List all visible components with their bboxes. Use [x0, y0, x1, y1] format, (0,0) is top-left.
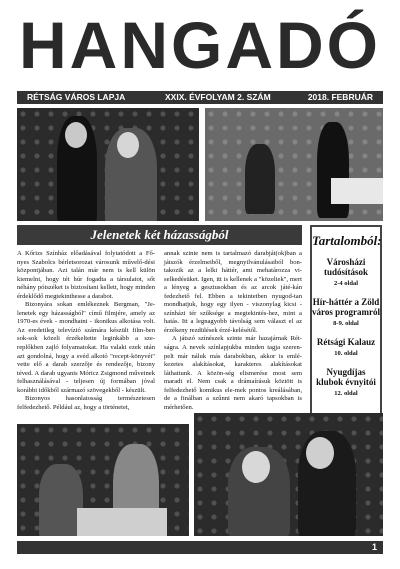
article-paragraph: A játszó színészek szinte már hazajárnak Rét-ságra. A nevek színlapjukba minden tagja szeren-pelt már náluk más darabokban, akkor is emlé-kezetes alakításokat, karakteres alakításokat láthattunk. A közön-ség elismerése most sem maradt el. Nem csak a drámaírásuk köztött is felfedezhető komikus ele-mek pontos kreálásában, de a finálban a szűnni nem akaró tapsokban is mérhetően. [164, 335, 302, 411]
contents-item-page: 10. oldal [334, 350, 358, 357]
contents-item-label: Rétsági Kalauz [316, 337, 376, 347]
contents-title: Tartalomból: [312, 233, 382, 248]
masthead [17, 8, 383, 88]
page-number: 1 [371, 542, 377, 552]
contents-item-page: 8-9. oldal [333, 320, 359, 327]
newspaper-title: HANGADÓ [19, 8, 381, 82]
article-paragraph: Bizonyára sokan emlékeznek Bergman, "Je-lenetek egy házasságból" című filmjére, amely az 1970-es évek - mondhatni - ikonikus alkotása volt. Az eredetileg televízió számára készült film-ben sok-sok közeli érzékeltette leginkább a sze-replőkben zajló folyamatokat. Ha valaki ezek után azt gondolná, hogy a svéd alkotó "recept-könyvét" vette elő a darab szerzője és rendezője, bizony téved. A darab ugyanis Móricz Zsigmond műveinek felhasználásával - teljesen új formában jóval korábbi időkből származó szövegekből - készült. [17, 301, 155, 394]
photo-couple-stage [17, 108, 199, 221]
article-paragraph: annak szinte nem is tartalmazó darabját(ok)ban a játszók érzelmeiből, megnyilvánulásaiból bon-takozik az a lelki háttér, ami mehatározza vi-selkedésüket. Igen, itt is kellenek a "közeliek", mert a lényeg a gesztusokban és az arcok játé-kán fedezhető fel. Ebben a tekintetben nyugod-tan mondhatjuk, hogy egy ilyen - viszonylag kicsi - színházi tér szűksége a megtekintés-hez, mint a hatás. Itt a legnagyobb távolság sem választ el az érzékeny rezdülések érzé-kelésétől. [164, 250, 302, 334]
photo-stage-scene [205, 108, 383, 221]
publication-subtitle: RÉTSÁG VÁROS LAPJA [27, 92, 126, 102]
article-headline: Jelenetek két házasságból [17, 225, 302, 245]
footer-bar [17, 541, 383, 554]
volume-issue: XXIX. ÉVFOLYAM 2. SZÁM [165, 92, 271, 102]
contents-box [310, 225, 382, 420]
photo-table-scene [17, 424, 189, 536]
contents-item[interactable] [312, 297, 380, 329]
contents-item[interactable] [312, 337, 380, 359]
article-paragraph: Bizonyos hasonlatosság természetesen felfedezhető. Például az, hogy a történetet, [17, 395, 155, 411]
contents-item[interactable] [312, 257, 380, 289]
issue-date: 2018. FEBRUÁR [307, 92, 373, 102]
article-column-2 [164, 250, 302, 412]
contents-item-page: 12. oldal [334, 390, 358, 397]
contents-item-page: 2-4 oldal [333, 280, 359, 287]
contents-item-label: Városházi tudósítások [323, 257, 368, 277]
contents-item[interactable] [312, 367, 380, 399]
article-paragraph: A Kőrizs Színház előadásával folytatódott a Fő-nyes Szabolcs bérletsorozat városunk művelő-dési központjában. Azt talán már nem is kell külön kiemelni, hogy tét húr fogadta a társulatot, sőt néhány pótszéket is biztosítani kellett, hogy minden érdeklődő megtekinthesse a darabot. [17, 250, 155, 300]
contents-item-label: Hír-háttér a Zöld város programról [312, 297, 380, 317]
contents-item-label: Nyugdíjas klubok évnyitói [316, 367, 376, 387]
article-column-1 [17, 250, 155, 412]
photo-couple-laughing [194, 413, 383, 536]
masthead-info-bar [17, 91, 383, 104]
